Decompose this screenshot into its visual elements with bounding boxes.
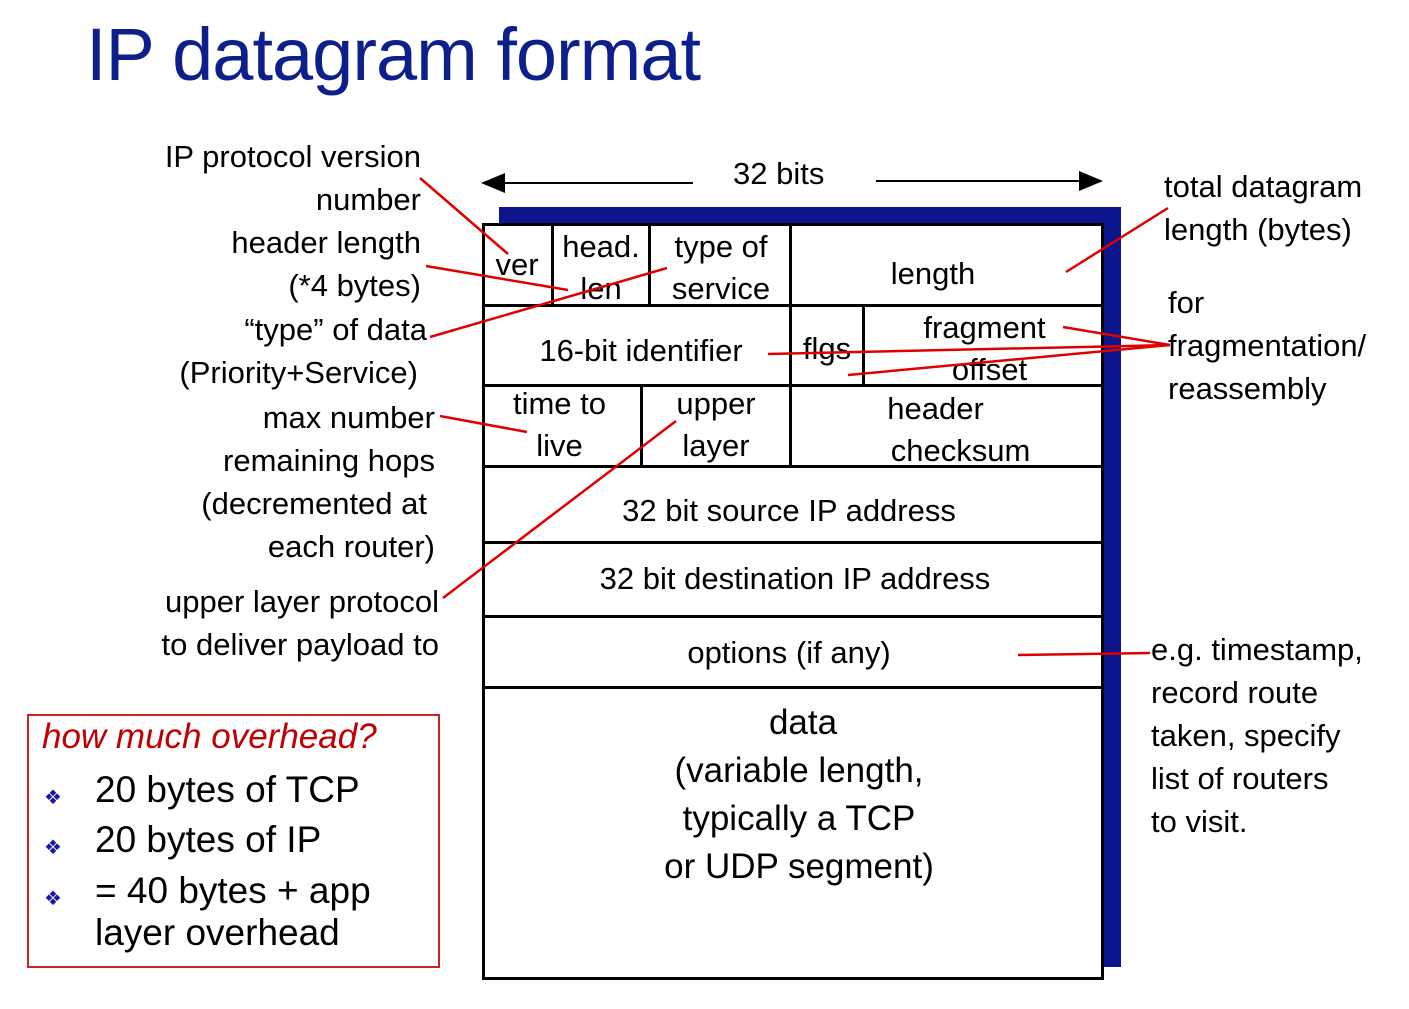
field-source-address: 32 bit source IP address xyxy=(622,493,956,528)
callout-version xyxy=(420,178,508,254)
diamond-bullet-icon: ❖ xyxy=(44,787,62,809)
callout-total-length xyxy=(1066,208,1168,272)
diamond-bullet-icon: ❖ xyxy=(44,837,62,859)
field-destination-address: 32 bit destination IP address xyxy=(599,561,991,596)
field-ver: ver xyxy=(495,247,539,282)
callout-fragment-offset xyxy=(1063,327,1170,345)
label-total-length: total datagram length (bytes) xyxy=(1164,169,1363,247)
width-label: 32 bits xyxy=(733,156,825,191)
field-header-checksum: header checksum xyxy=(887,391,1031,468)
field-fragment-offset: fragment offset xyxy=(923,310,1046,387)
page-title: IP datagram format xyxy=(86,13,701,96)
label-max-hops: max number remaining hops (decremented at each router) xyxy=(201,400,435,564)
field-head-len: head. len xyxy=(562,229,640,306)
overhead-bullet-continuation: layer overhead xyxy=(95,912,340,953)
callout-options xyxy=(1018,653,1150,655)
diamond-bullet-icon: ❖ xyxy=(44,888,62,910)
field-length: length xyxy=(890,256,976,291)
callout-upper-layer xyxy=(443,421,676,598)
callout-header-length xyxy=(426,266,568,290)
label-upper-layer: upper layer protocol to deliver payload to xyxy=(161,584,439,662)
label-type-of-data: “type” of data (Priority+Service) xyxy=(179,312,427,390)
field-type-of-service: type of service xyxy=(671,229,771,306)
label-header-length: header length (*4 bytes) xyxy=(231,225,421,303)
field-ttl: time to live xyxy=(512,386,607,463)
label-fragmentation: for fragmentation/ reassembly xyxy=(1168,285,1367,406)
overhead-bullet: 20 bytes of IP xyxy=(95,819,322,860)
field-options: options (if any) xyxy=(687,635,891,670)
label-options-example: e.g. timestamp, record route taken, specify list of routers to visit. xyxy=(1151,632,1363,839)
callout-max-hops xyxy=(440,416,527,432)
overhead-bullet: = 40 bytes + app xyxy=(95,870,371,911)
overhead-bullet: 20 bytes of TCP xyxy=(95,769,360,810)
overhead-note-title: how much overhead? xyxy=(42,717,377,756)
field-data: data (variable length, typically a TCP or UDP segment) xyxy=(664,703,934,886)
field-upper-layer: upper layer xyxy=(676,386,756,463)
callout-type-of-data xyxy=(430,268,667,337)
field-flags: flgs xyxy=(802,331,852,366)
label-version: IP protocol version number xyxy=(164,139,421,217)
field-identifier: 16-bit identifier xyxy=(539,333,743,368)
